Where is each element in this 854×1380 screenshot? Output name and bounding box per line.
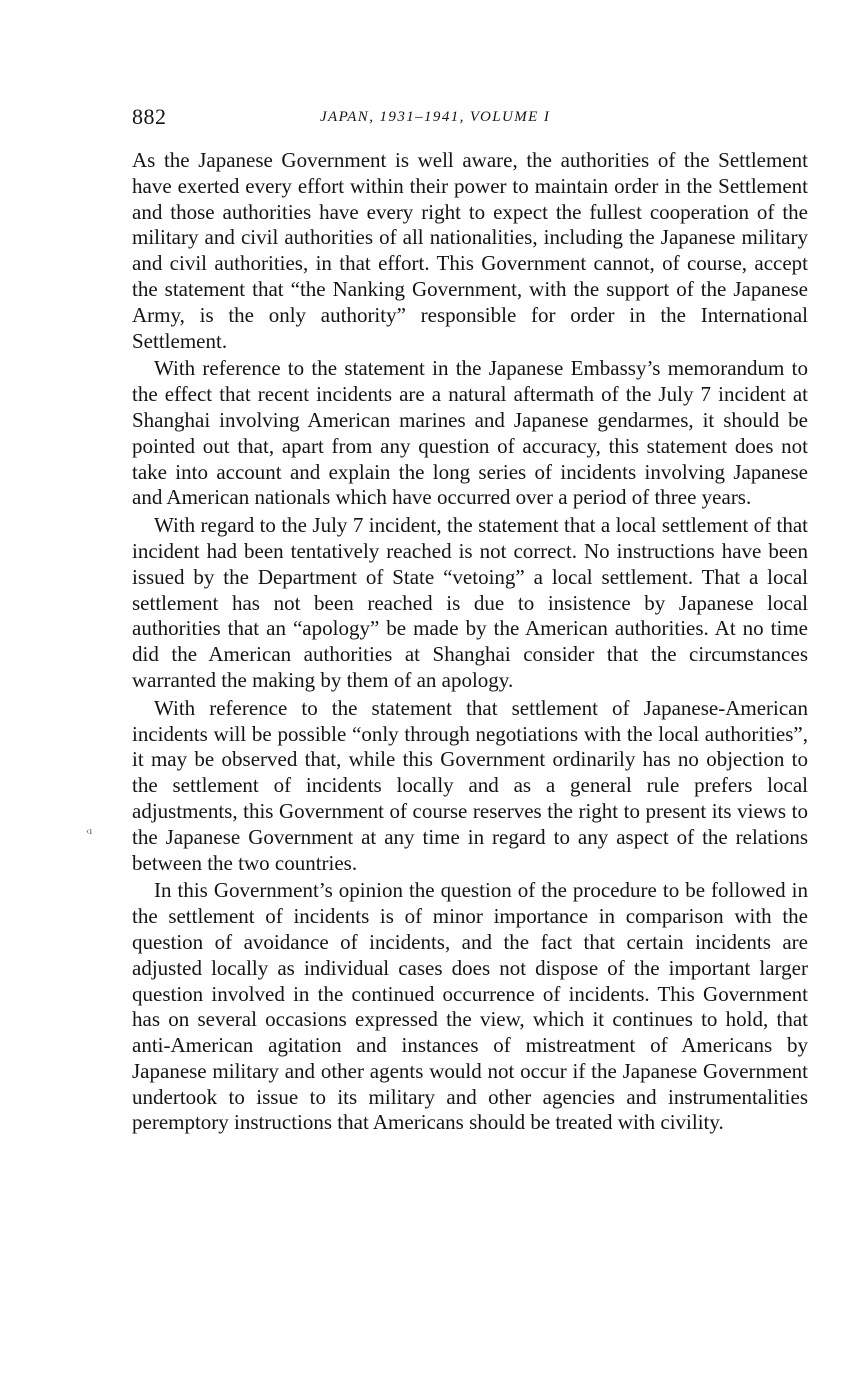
body-text	[132, 148, 808, 1136]
paragraph-july-7-incident: With regard to the July 7 incident, the statement that a local settlement of that incident had been tentatively reached is not correct. No instructions have been issued by the Department of State “vetoing” a local settlement. That a local settlement has not been reached is due to insistence by Japanese local authorities that an “apology” be made by the American authorities. At no time did the American authorities at Shanghai consider that the circumstances warranted the making by them of an apology.	[132, 513, 808, 692]
paragraph-government-opinion: In this Government’s opinion the question of the procedure to be followed in the settlement of incidents is of minor importance in comparison with the question of avoidance of incidents, and the fact that certain incidents are adjusted locally as individual cases does not dispose of the important larger question involved in the continued occurrence of incidents. This Government has on several occasions expressed the view, which it continues to hold, that anti-American agitation and instances of mistreatment of Americans by Japanese military and other agents would not occur if the Japanese Government undertook to issue to its military and other agencies and instrumentalities peremptory instructions that Americans should be treated with civility.	[132, 878, 808, 1135]
paragraph-settlement-authorities: As the Japanese Government is well aware, the authorities of the Settlement have exerted every effort within their power to maintain order in the Settlement and those authorities have every right to expect the fullest cooperation of the military and civil authorities of all nationalities, including the Japanese military and civil authorities, in that effort. This Government cannot, of course, accept the statement that “the Nanking Government, with the support of the Japanese Army, is the only authority” responsible for order in the International Settlement.	[132, 148, 808, 353]
running-head: JAPAN, 1931–1941, VOLUME I	[320, 109, 551, 125]
paragraph-embassy-memorandum: With reference to the statement in the Japanese Embassy’s memorandum to the effect that recent incidents are a natural aftermath of the July 7 incident at Shanghai involving American marines and Japanese gendarmes, it should be pointed out that, apart from any question of accuracy, this statement does not take into account and explain the long series of incidents involving Japanese and American nationals which have occurred over a period of three years.	[132, 356, 808, 510]
paragraph-local-negotiations: With reference to the statement that settlement of Japanese-American incidents will be possible “only through negotiations with the local authorities”, it may be observed that, while this Government ordinarily has no objection to the settlement of incidents locally and as a general rule prefers local adjustments, this Government of course reserves the right to present its views to the Japanese Government at any time in regard to any aspect of the relations between the two countries.	[132, 695, 808, 875]
page-number: 882	[132, 104, 167, 129]
page-header	[132, 104, 808, 134]
margin-mark: ‹ı	[86, 826, 93, 837]
